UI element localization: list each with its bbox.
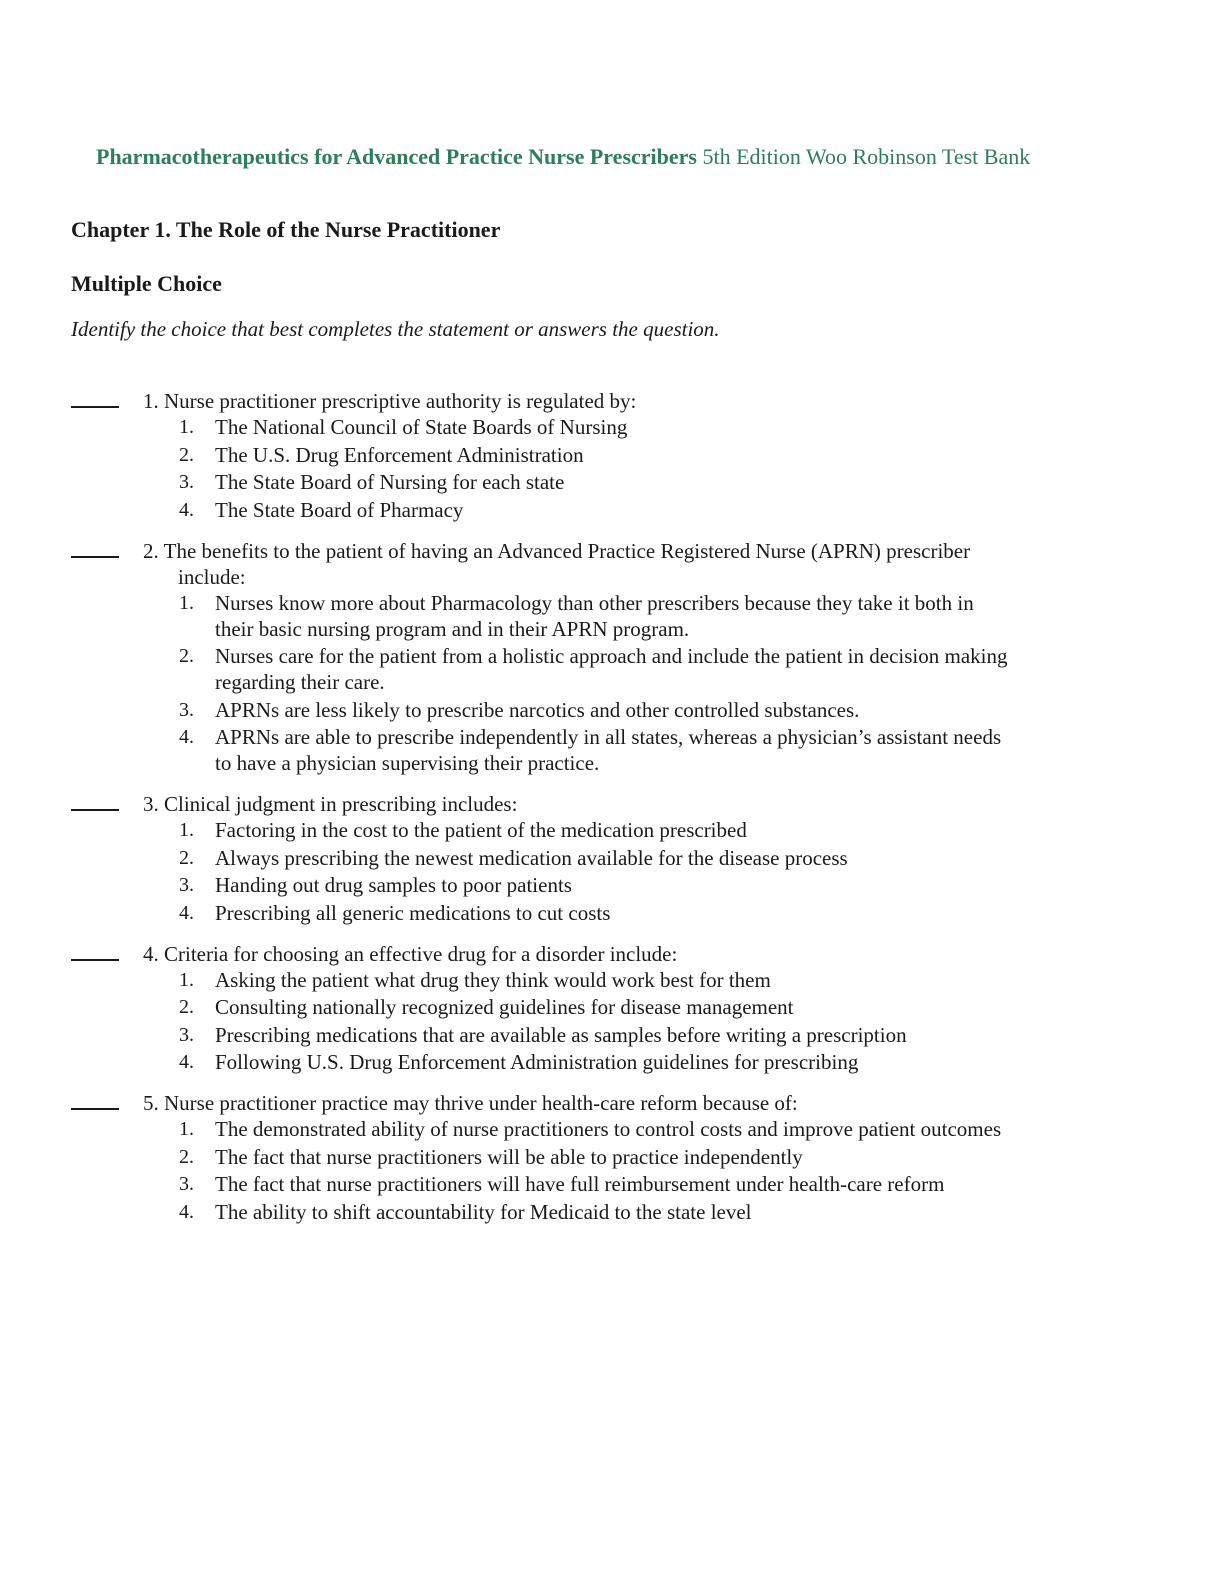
- option-number: 2.: [179, 996, 194, 1018]
- question-text: The benefits to the patient of having an Advanced Practice Registered Nurse (APRN) prescriber: [163, 538, 971, 563]
- option-number: 4.: [179, 498, 194, 521]
- option-text: Nurses care for the patient from a holistic approach and include the patient in decision making regarding their care.: [215, 644, 1008, 694]
- answer-options: [71, 817, 1171, 926]
- question-stem: [71, 388, 1171, 414]
- option-text: Always prescribing the newest medication available for the disease process: [215, 845, 848, 870]
- section-heading: Multiple Choice: [71, 271, 222, 296]
- option-number: 4.: [179, 1051, 194, 1073]
- answer-option[interactable]: [71, 1116, 1171, 1142]
- answer-option[interactable]: [71, 1022, 1171, 1048]
- document-title-edition: 5th Edition Woo Robinson Test Bank: [702, 144, 1031, 169]
- question-text: Criteria for choosing an effective drug for a disorder include:: [164, 941, 678, 966]
- option-text: Consulting nationally recognized guidelines for disease management: [215, 995, 794, 1019]
- question-3: [71, 791, 1171, 926]
- document-title-book: Pharmacotherapeutics for Advanced Practice Nurse Prescribers: [96, 144, 697, 169]
- question-text: Clinical judgment in prescribing includes:: [164, 792, 518, 816]
- document-title: [96, 143, 1156, 171]
- option-number: 1.: [179, 1118, 194, 1140]
- option-text: The fact that nurse practitioners will be able to practice independently: [215, 1144, 803, 1169]
- answer-option[interactable]: [71, 469, 1171, 495]
- option-number: 1.: [179, 416, 194, 438]
- answer-option[interactable]: [71, 872, 1171, 898]
- option-number: 1.: [179, 591, 194, 614]
- question-text: Nurse practitioner practice may thrive under health-care reform because of:: [164, 1091, 798, 1115]
- question-stem: [71, 941, 1171, 967]
- option-text: The ability to shift accountability for Medicaid to the state level: [215, 1199, 752, 1224]
- option-text: The State Board of Pharmacy: [215, 497, 464, 522]
- option-text: Handing out drug samples to poor patients: [215, 873, 572, 897]
- question-stem: [71, 538, 1171, 590]
- answer-options: [71, 967, 1171, 1076]
- option-number: 3.: [179, 471, 194, 493]
- option-text: Following U.S. Drug Enforcement Administration guidelines for prescribing: [215, 1050, 859, 1074]
- answer-option[interactable]: [71, 590, 1171, 642]
- option-number: 3.: [179, 874, 194, 896]
- answer-option[interactable]: [71, 1144, 1171, 1170]
- question-stem: [71, 791, 1171, 817]
- option-number: 3.: [179, 1173, 194, 1195]
- question-list: [71, 388, 1171, 1240]
- answer-options: [71, 414, 1171, 523]
- option-number: 4.: [179, 901, 194, 924]
- option-number: 4.: [179, 1200, 194, 1223]
- answer-option[interactable]: [71, 697, 1171, 723]
- question-number: 3.: [143, 792, 159, 816]
- option-text: Nurses know more about Pharmacology than other prescribers because they take it both in their basic nursing program and in their APRN program.: [215, 590, 974, 641]
- option-text: The fact that nurse practitioners will have full reimbursement under health-care reform: [215, 1172, 945, 1196]
- question-stem: [71, 1090, 1171, 1116]
- option-text: Prescribing medications that are available as samples before writing a prescription: [215, 1022, 907, 1047]
- option-number: 1.: [179, 819, 194, 841]
- option-number: 2.: [179, 846, 194, 869]
- option-text: The State Board of Nursing for each state: [215, 470, 565, 494]
- question-text-continued: include:: [178, 564, 246, 589]
- option-text: The U.S. Drug Enforcement Administration: [215, 442, 584, 467]
- option-text: The National Council of State Boards of Nursing: [215, 415, 628, 439]
- question-number: 4.: [143, 941, 159, 966]
- option-number: 3.: [179, 698, 194, 721]
- chapter-heading: Chapter 1. The Role of the Nurse Practitioner: [71, 217, 501, 242]
- question-1: [71, 388, 1171, 523]
- option-text: Prescribing all generic medications to cut costs: [215, 900, 611, 925]
- option-number: 2.: [179, 1145, 194, 1168]
- option-text: The demonstrated ability of nurse practitioners to control costs and improve patient outcomes: [215, 1117, 1002, 1141]
- answer-options: [71, 1116, 1171, 1225]
- option-number: 4.: [179, 726, 194, 748]
- answer-option[interactable]: [71, 1199, 1171, 1225]
- answer-option[interactable]: [71, 414, 1171, 440]
- option-number: 2.: [179, 645, 194, 667]
- question-number: 1.: [143, 389, 159, 413]
- instructions-text: Identify the choice that best completes the statement or answers the question.: [71, 317, 720, 341]
- answer-option[interactable]: [71, 994, 1171, 1020]
- option-text: APRNs are less likely to prescribe narcotics and other controlled substances.: [215, 697, 860, 722]
- answer-option[interactable]: [71, 497, 1171, 523]
- answer-option[interactable]: [71, 724, 1171, 776]
- question-number: 2.: [143, 538, 159, 563]
- answer-option[interactable]: [71, 900, 1171, 926]
- answer-options: [71, 590, 1171, 777]
- answer-option[interactable]: [71, 817, 1171, 843]
- question-4: [71, 941, 1171, 1076]
- option-text: Factoring in the cost to the patient of the medication prescribed: [215, 818, 747, 842]
- answer-option[interactable]: [71, 442, 1171, 468]
- question-5: [71, 1090, 1171, 1225]
- option-number: 1.: [179, 968, 194, 991]
- answer-option[interactable]: [71, 1171, 1171, 1197]
- question-2: [71, 538, 1171, 777]
- answer-option[interactable]: [71, 643, 1171, 695]
- option-number: 3.: [179, 1023, 194, 1046]
- option-text: Asking the patient what drug they think would work best for them: [215, 967, 771, 992]
- option-number: 2.: [179, 443, 194, 466]
- question-number: 5.: [143, 1091, 159, 1115]
- answer-option[interactable]: [71, 1049, 1171, 1075]
- answer-option[interactable]: [71, 845, 1171, 871]
- option-text: APRNs are able to prescribe independently in all states, whereas a physician’s assistant needs to have a physician supervising their practice.: [215, 725, 1002, 775]
- answer-option[interactable]: [71, 967, 1171, 993]
- question-text: Nurse practitioner prescriptive authority is regulated by:: [164, 389, 637, 413]
